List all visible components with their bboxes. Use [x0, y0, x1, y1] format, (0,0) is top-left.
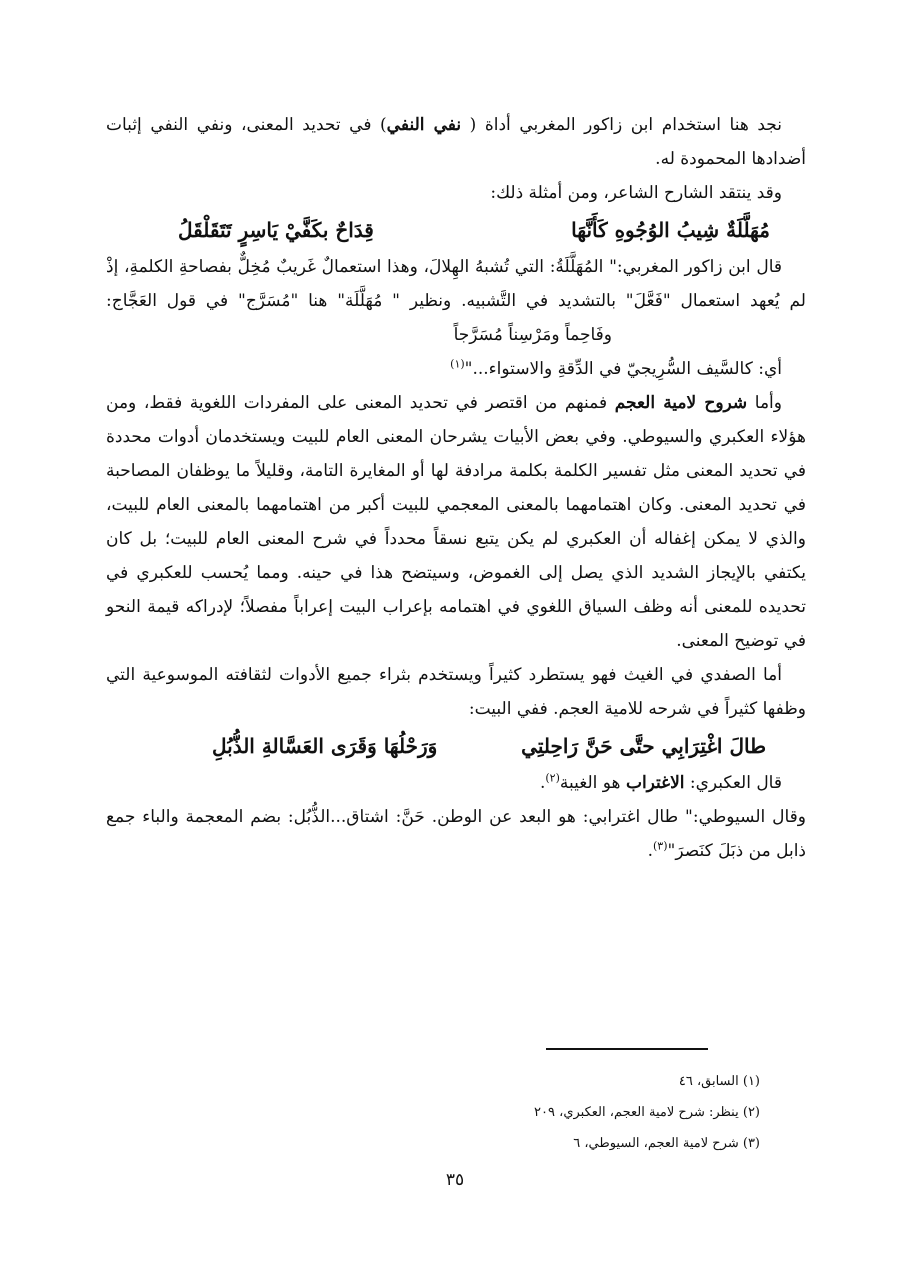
footnote-ref-3[interactable]: (٣)	[652, 839, 668, 853]
poem-verse-2	[106, 726, 806, 766]
footnote-ref-2[interactable]: (٢)	[545, 771, 560, 785]
paragraph-1-bold-term: نفي النفي	[386, 115, 462, 135]
footnote-ref-1[interactable]: (١)	[450, 357, 465, 371]
footnote-3: (٣) شرح لامية العجم، السيوطي، ٦	[573, 1136, 760, 1151]
page-number: ٣٥	[445, 1170, 465, 1190]
paragraph-5-text-start: وأما	[747, 393, 782, 413]
paragraph-6: أما الصفدي في الغيث فهو يستطرد كثيراً ويستخدم بثراء جميع الأدوات لثقافته الموسوعية التي وظفها كثيراً في شرحه للامية العجم. ففي البيت:	[106, 665, 806, 719]
paragraph-3-text: قال ابن زاكور المغربي:" المُهَلَّلَةُ: التي تُشبهُ الهِلالَ، وهذا استعمالٌ غَريبٌ مُخِلٌّ بفصاحةِ الكلمةِ، إذْ لم يُعهد استعمال "فَعَّلَ" بالتشديد في التَّشبيه. ونظير " مُهَلَّلَة" هنا "مُسَرَّج" في قول العَجَّاج:	[106, 257, 806, 311]
paragraph-2: وقد ينتقد الشارح الشاعر، ومن أمثلة ذلك:	[490, 183, 782, 203]
paragraph-8-text: وقال السيوطي:" طال اغترابي: هو البعد عن الوطن. حَنَّ: اشتاق...الذُّبُل: بضم المعجمة والباء جمع ذابل من ذبَلَ كنَصرَ"	[106, 807, 806, 861]
footnote-2: (٢) ينظر: شرح لامية العجم، العكبري، ٢٠٩	[534, 1105, 760, 1120]
footnotes	[240, 1066, 760, 1159]
page-body	[106, 108, 806, 868]
verse-1-second-hemistich: قِدَاحٌ بكَفَّيْ يَاسِرٍ تَتَقَلْقَلُ	[178, 218, 374, 242]
paragraph-1	[106, 108, 806, 176]
paragraph-8-period: .	[647, 841, 653, 861]
paragraph-5	[106, 386, 806, 658]
paragraph-7-text-end: هو الغيبة	[559, 773, 626, 793]
paragraph-7-period: .	[539, 773, 546, 793]
paragraph-7-text-start: قال العكبري:	[684, 773, 782, 793]
paragraph-7	[106, 766, 806, 800]
paragraph-8	[106, 800, 806, 868]
verse-1-first-hemistich: مُهَلَّلَةٌ شِيبُ الوُجُوهِ كَأَنَّهَا	[571, 218, 770, 242]
paragraph-4-text: أي: كالسَّيف السُّرِيجيّ في الدِّقةِ والاستواء..."	[464, 359, 782, 379]
paragraph-3	[106, 250, 806, 352]
paragraph-1-text-end: ) في تحديد المعنى، ونفي النفي إثبات أضدادها المحمودة له.	[106, 115, 806, 169]
paragraph-5-text-end: فمنهم من اقتصر في تحديد المعنى على المفردات اللغوية فقط، ومن هؤلاء العكبري والسيوطي. وفي بعض الأبيات يشرحان المعنى العام للبيت ويستخدمان أدوات محددة في تحديد المعنى مثل تفسير الكلمة بكلمة مرادفة لها أو المغايرة التامة، وقليلاً ما يوظفان المصاحبة في تحديد المعنى. وكان اهتمامهما بالمعنى المعجمي للبيت أكبر من اهتمامهما بالمعنى العام للبيت، والذي لا يمكن إغفاله أن العكبري لم يكن يتبع نسقاً محدداً في شرح المعنى العام للبيت؛ بل كان يكتفي بالإيجاز الشديد الذي يصل إلى الغموض، وسيتضح هذا في حينه. ومما يُحسب للعكبري في تحديده للمعنى أنه وظف السياق اللغوي في اهتمامه بإعراب البيت إعراباً مفصلاً؛ لإدراكه قيمة النحو في توضيح المعنى.	[106, 393, 806, 651]
poem-verse-1	[106, 210, 806, 250]
inline-verse-ajjaj: وفَاحِماً ومَرْسِناً مُسَرَّجاً	[453, 325, 612, 345]
paragraph-1-text-start: نجد هنا استخدام ابن زاكور المغربي أداة (	[461, 115, 783, 135]
footnote-1: (١) السابق، ٤٦	[678, 1074, 760, 1089]
paragraph-5-bold-term: شروح لامية العجم	[614, 393, 748, 413]
verse-2-first-hemistich: طالَ اغْتِرَابِي حتَّى حَنَّ رَاحِلتِي	[521, 734, 766, 758]
verse-2-second-hemistich: وَرَحْلُهَا وَقَرَى العَسَّالةِ الذُّبُلِ	[212, 734, 438, 758]
footnote-divider	[546, 1048, 708, 1050]
paragraph-7-bold-term: الاغتراب	[625, 773, 685, 793]
paragraph-4	[106, 352, 806, 386]
